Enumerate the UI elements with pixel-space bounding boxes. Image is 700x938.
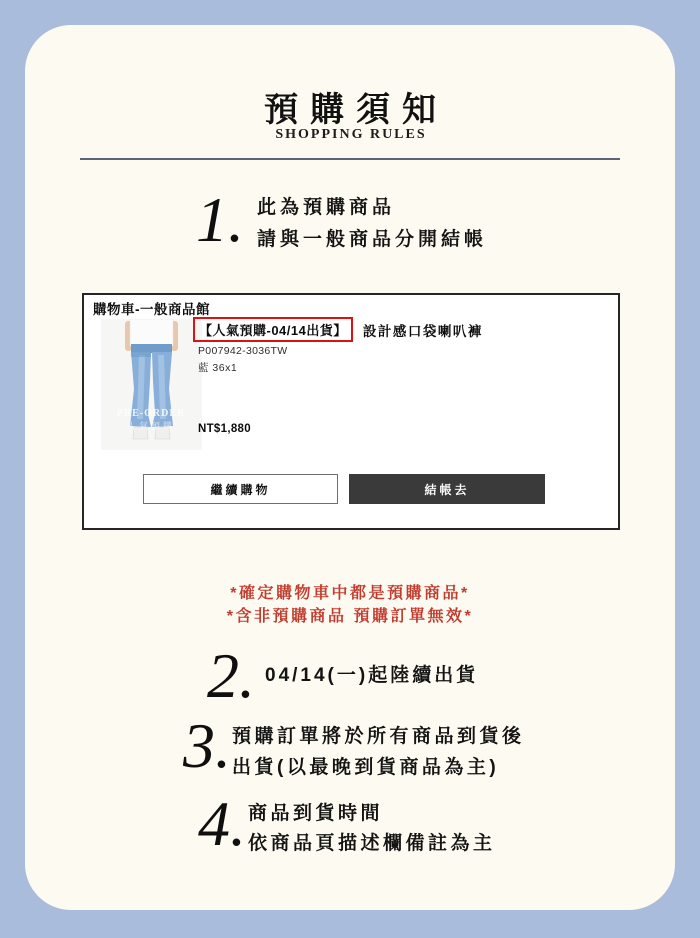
cart-header: 購物車-一般商品館 [93, 302, 210, 317]
watermark-line-1: PRE-ORDER [116, 408, 186, 419]
rule-4-text [248, 799, 496, 859]
rule-1-number: 1. [196, 184, 244, 255]
rule-3-line-1: 預購訂單將於所有商品到貨後 [232, 726, 525, 747]
jeans-illustration [101, 319, 202, 450]
rule-3-line-2: 出貨(以最晚到貨商品為主) [232, 757, 500, 778]
product-name: 設計感口袋喇叭褲 [362, 323, 483, 339]
rule-1-line-1: 此為預購商品 [257, 197, 396, 218]
product-variant: 藍 36x1 [198, 362, 238, 374]
rule-3-number: 3. [183, 710, 231, 781]
product-sku: P007942-3036TW [198, 345, 288, 357]
product-price: NT$1,880 [198, 423, 251, 435]
rule-4-line-1: 商品到貨時間 [248, 803, 384, 824]
cart-screenshot [82, 293, 620, 530]
rule-2-number: 2. [207, 640, 255, 711]
rule-2-text [265, 660, 478, 687]
rule-1-text [257, 192, 487, 256]
continue-shopping-button[interactable]: 繼續購物 [143, 474, 338, 504]
title-divider [80, 158, 620, 160]
product-image [101, 319, 202, 450]
preorder-badge: 【人氣預購-04/14出貨】 [193, 317, 353, 342]
page-title: 預購須知 [264, 91, 448, 129]
rule-2-line-1: 04/14(一)起陸續出貨 [265, 665, 479, 686]
page-subtitle: SHOPPING RULES [275, 127, 427, 142]
rule-1-line-2: 請與一般商品分開結帳 [257, 229, 488, 250]
rule-4-line-2: 依商品頁描述欄備註為主 [248, 833, 496, 854]
watermark-line-2: 人氣預購 [126, 421, 176, 431]
checkout-button[interactable]: 結帳去 [349, 474, 545, 504]
preorder-warnings [0, 582, 700, 628]
warning-line-1: *確定購物車中都是預購商品* [230, 585, 470, 602]
rule-3-text [232, 721, 525, 783]
warning-line-2: *含非預購商品 預購訂單無效* [226, 608, 474, 625]
product-title-row [193, 317, 483, 342]
rule-4-number: 4. [198, 788, 246, 859]
